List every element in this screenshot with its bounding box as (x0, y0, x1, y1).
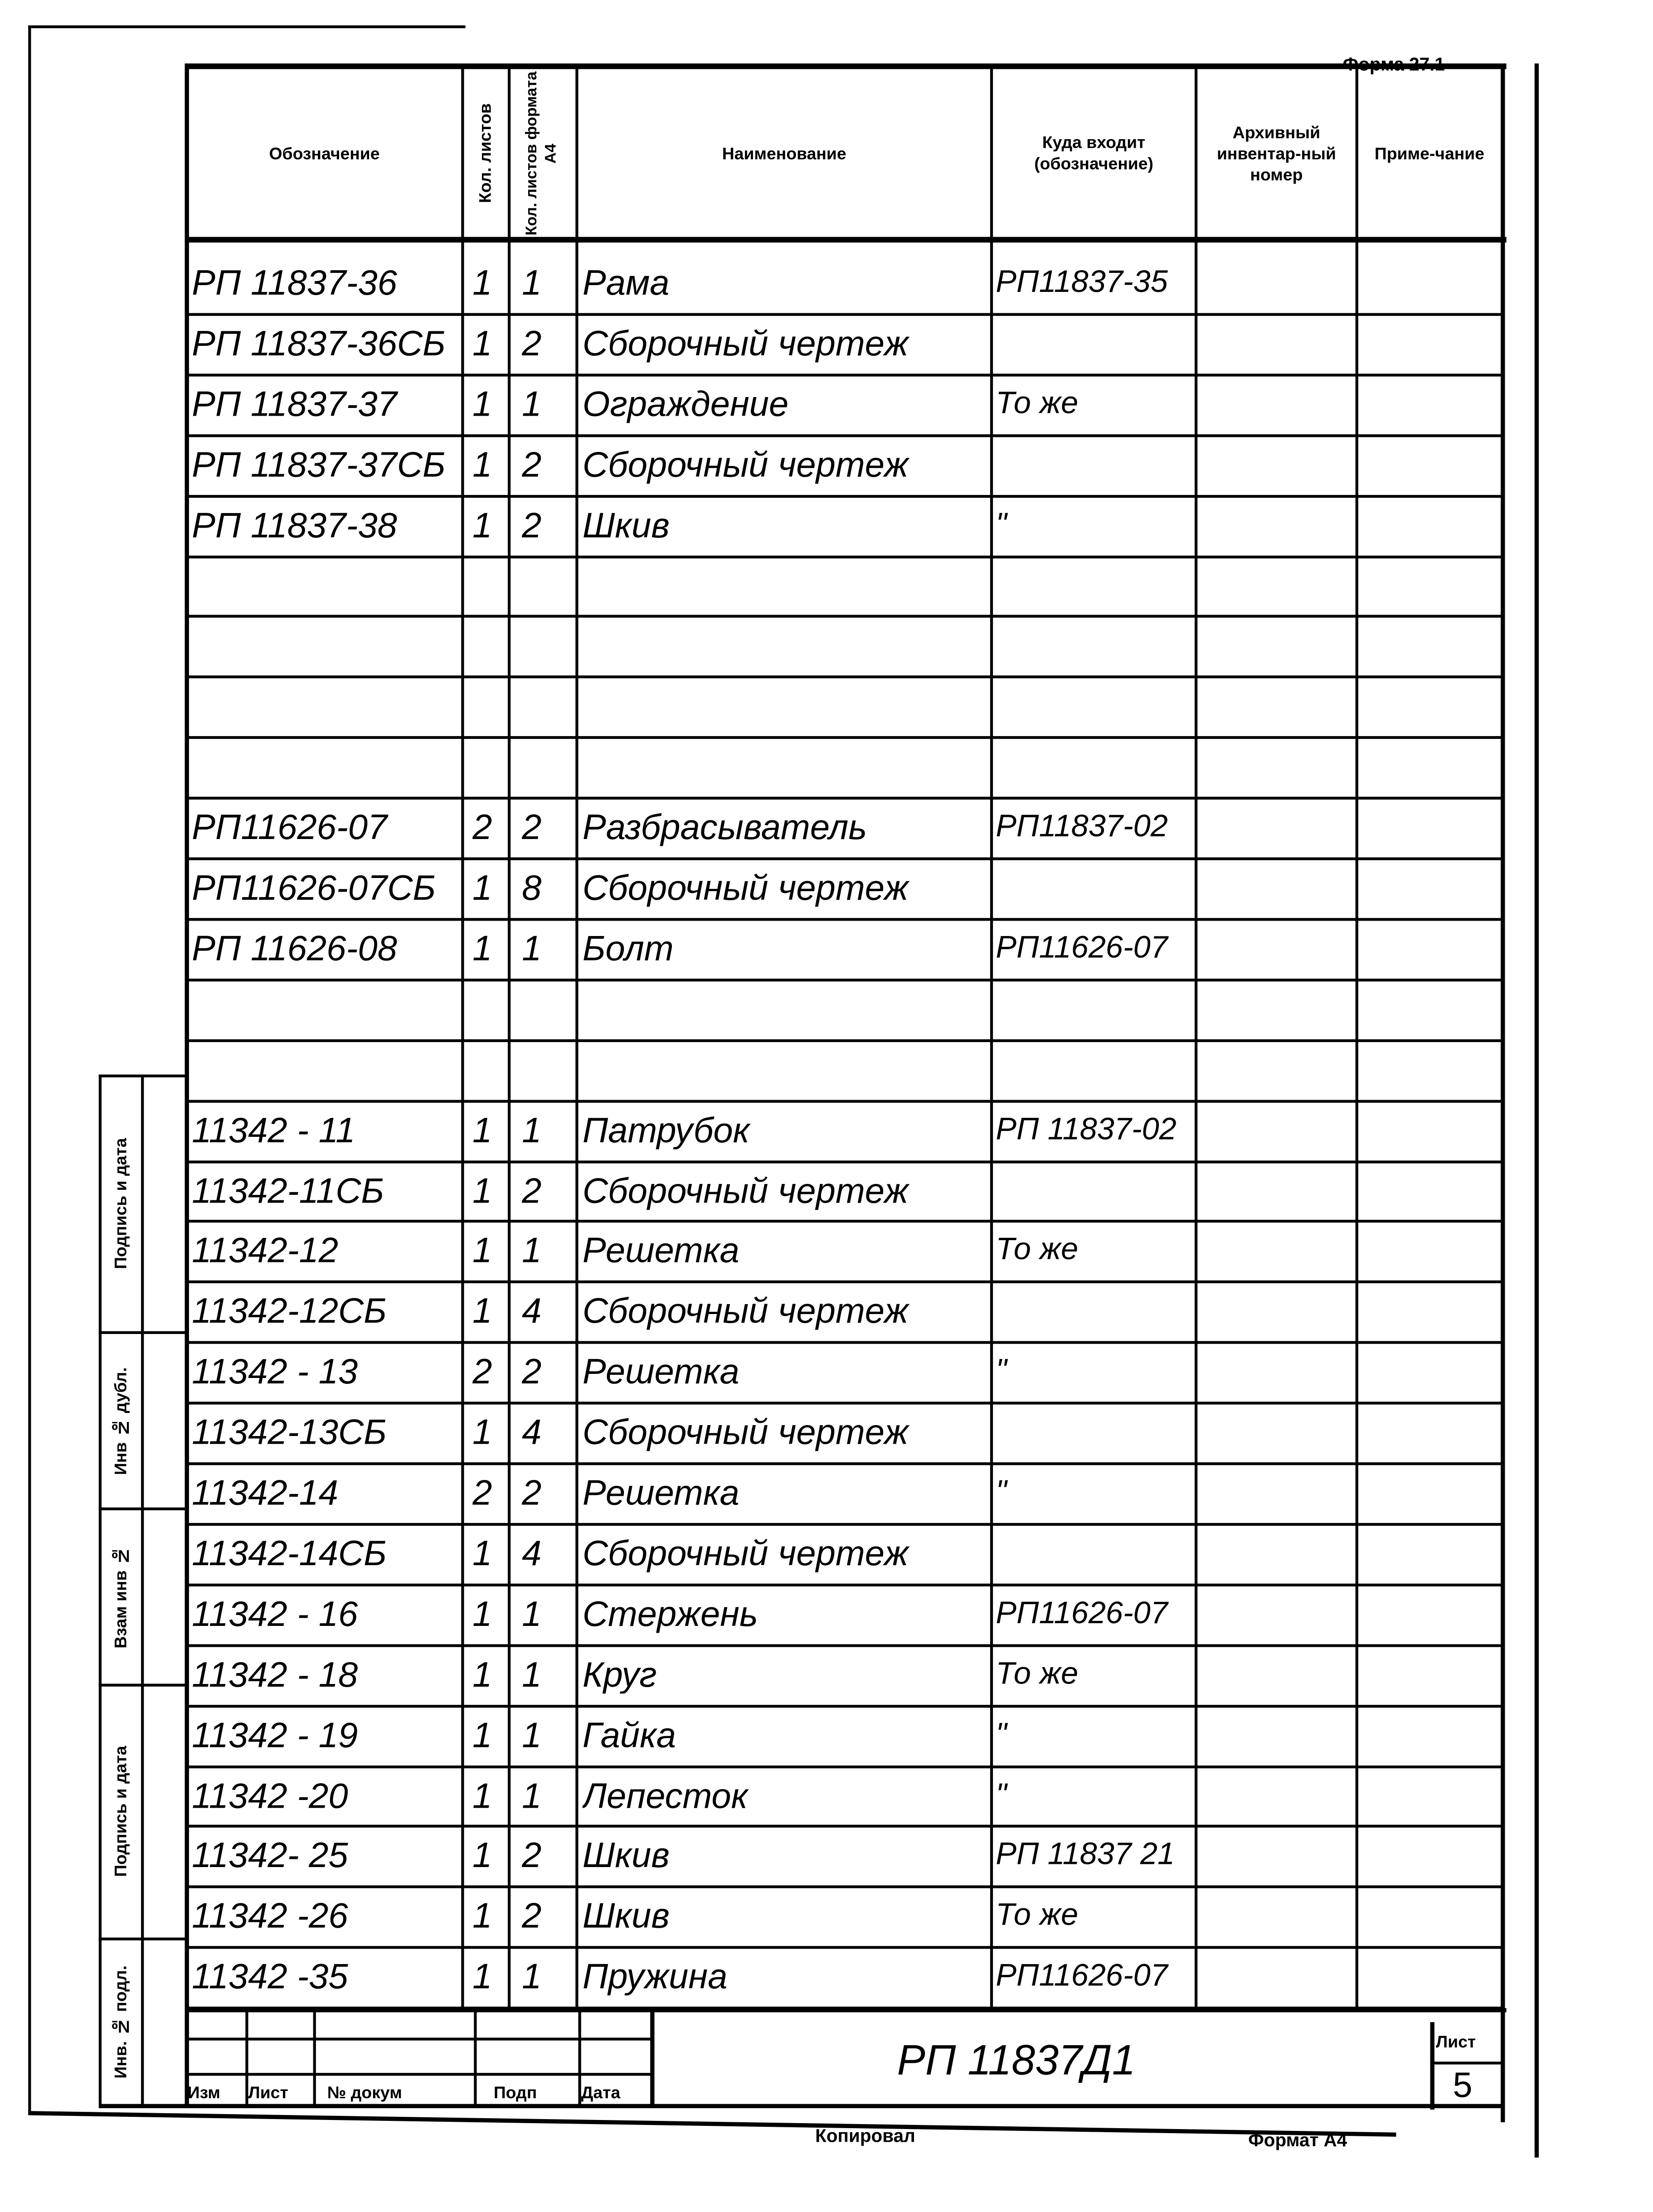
row-divider (188, 1160, 1504, 1163)
row-divider (188, 918, 1504, 921)
stamp-replaced-inv: Взам инв № (111, 1546, 131, 1649)
stamp-original-inv: Инв. № подл. (111, 1965, 131, 2079)
cell-name: Сборочный чертеж (582, 1537, 909, 1572)
cell-a4: 2 (522, 1476, 542, 1512)
cell-designation: РП 11837-38 (192, 508, 397, 544)
row-divider (188, 495, 1504, 497)
row-divider (188, 1281, 1504, 1284)
frame-right-line (1535, 63, 1539, 2158)
cell-designation: 11342-14СБ (192, 1537, 387, 1572)
cell-name: Сборочный чертеж (582, 871, 909, 907)
cell-sheets: 1 (472, 1960, 492, 1996)
header-where-used: Куда входит (обозначение) (1034, 132, 1153, 174)
col-divider (1195, 63, 1197, 2009)
cell-name: Сборочный чертеж (582, 1416, 909, 1451)
cell-where: РП11626-07 (996, 1597, 1168, 1629)
row-divider (188, 313, 1504, 315)
cell-a4: 2 (522, 1355, 542, 1391)
title-col-line (650, 2008, 654, 2107)
cell-where: РП11626-07 (996, 932, 1168, 963)
cell-a4: 2 (522, 448, 542, 484)
cell-sheets: 2 (472, 1355, 492, 1391)
header-note: Приме-чание (1374, 143, 1485, 163)
cell-sheets: 1 (472, 932, 492, 967)
cell-sheets: 1 (472, 1597, 492, 1633)
cell-where: " (996, 1779, 1007, 1810)
cell-sheets: 1 (472, 327, 492, 363)
cell-sheets: 1 (472, 1658, 492, 1693)
header-sheets-count: Кол. листов (475, 104, 495, 204)
row-divider (188, 616, 1504, 618)
cell-designation: 11342 -26 (192, 1900, 348, 1936)
cell-sheets: 1 (472, 1779, 492, 1814)
cell-name: Решетка (582, 1234, 739, 1270)
cell-where: То же (996, 1658, 1079, 1689)
cell-a4: 1 (522, 1234, 542, 1270)
cell-sheets: 1 (472, 387, 492, 423)
cell-sheets: 1 (472, 1900, 492, 1936)
stamp-sign-date: Подпись и дата (111, 1139, 131, 1270)
cell-designation: 11342 - 11 (192, 1113, 355, 1149)
table-left-border (185, 63, 189, 2108)
cell-name: Решетка (582, 1355, 739, 1391)
cell-sheets: 1 (472, 1537, 492, 1572)
cell-a4: 1 (522, 266, 542, 302)
cell-where: РП 11837 21 (996, 1839, 1175, 1871)
cell-designation: РП 11837-37СБ (192, 448, 446, 484)
cell-where: РП11626-07 (996, 1960, 1168, 1992)
cell-a4: 2 (522, 1839, 542, 1875)
cell-where: РП11837-35 (996, 266, 1168, 298)
cell-a4: 2 (522, 811, 542, 846)
col-divider (461, 63, 464, 2009)
cell-name: Стержень (582, 1597, 758, 1633)
col-divider (1356, 63, 1358, 2009)
cell-where: " (996, 1718, 1007, 1750)
title-bottom-border (99, 2104, 1504, 2108)
frame-bottom-line (28, 2111, 1396, 2137)
frame-top-line (28, 25, 465, 28)
cell-where: То же (996, 387, 1079, 419)
cell-sheets: 2 (472, 811, 492, 846)
cell-a4: 2 (522, 1174, 542, 1209)
header-name: Наименование (722, 143, 846, 163)
cell-name: Решетка (582, 1476, 739, 1512)
label-sign: Подп (493, 2082, 537, 2103)
cell-where: РП11837-02 (996, 811, 1168, 842)
cell-a4: 2 (522, 508, 542, 544)
cell-name: Пружина (582, 1960, 728, 1996)
sheet-number: 5 (1453, 2068, 1473, 2104)
cell-sheets: 1 (472, 1113, 492, 1149)
cell-sheets: 1 (472, 448, 492, 484)
cell-a4: 8 (522, 871, 542, 907)
cell-designation: РП 11837-36 (192, 266, 397, 302)
cell-a4: 4 (522, 1295, 542, 1330)
table-right-border (1501, 63, 1505, 2122)
cell-designation: 11342 - 19 (192, 1718, 358, 1754)
label-doc-no: № докум (327, 2082, 402, 2103)
cell-designation: РП11626-07 (192, 811, 388, 846)
col-divider (575, 63, 578, 2009)
cell-name: Круг (582, 1658, 657, 1693)
cell-designation: 11342- 25 (192, 1839, 348, 1875)
cell-where: " (996, 508, 1007, 540)
footer-copied: Копировал (815, 2125, 915, 2146)
cell-designation: 11342-12СБ (192, 1295, 387, 1330)
cell-where: РП 11837-02 (996, 1113, 1177, 1145)
row-divider (188, 1644, 1504, 1646)
row-divider (188, 797, 1504, 800)
header-bottom-border (188, 237, 1507, 243)
cell-a4: 1 (522, 1597, 542, 1633)
cell-sheets: 1 (472, 1295, 492, 1330)
table-top-border (188, 63, 1507, 69)
row-divider (188, 1099, 1504, 1102)
cell-designation: 11342-13СБ (192, 1416, 387, 1451)
cell-where: То же (996, 1900, 1079, 1931)
cell-sheets: 1 (472, 1174, 492, 1209)
stamp-dup-inv: Инв № дубл. (111, 1367, 131, 1475)
cell-a4: 1 (522, 932, 542, 967)
cell-designation: 11342-14 (192, 1476, 339, 1512)
title-row-line (1430, 2062, 1504, 2064)
title-row-line (188, 2037, 653, 2040)
label-izm: Изм (187, 2082, 220, 2103)
row-divider (188, 1946, 1504, 1949)
cell-a4: 1 (522, 1718, 542, 1754)
cell-a4: 1 (522, 1779, 542, 1814)
cell-name: Сборочный чертеж (582, 1295, 909, 1330)
cell-name: Гайка (582, 1718, 676, 1754)
cell-where: То же (996, 1234, 1079, 1266)
cell-a4: 2 (522, 327, 542, 363)
header-archive-number: Архивный инвентар-ный номер (1216, 122, 1336, 184)
col-divider (508, 63, 510, 2009)
cell-a4: 1 (522, 1113, 542, 1149)
cell-designation: РП11626-07СБ (192, 871, 436, 907)
cell-designation: 11342-12 (192, 1234, 339, 1270)
cell-sheets: 1 (472, 1718, 492, 1754)
row-divider (188, 1462, 1504, 1465)
label-list: Лист (248, 2082, 288, 2103)
cell-name: Сборочный чертеж (582, 327, 909, 363)
cell-name: Лепесток (582, 1779, 748, 1814)
cell-where: " (996, 1355, 1007, 1387)
cell-sheets: 1 (472, 266, 492, 302)
title-col-line (474, 2008, 476, 2107)
row-divider (188, 978, 1504, 981)
stamp-border (141, 1075, 144, 2104)
footer-format: Формат А4 (1248, 2129, 1347, 2151)
cell-designation: РП 11626-08 (192, 932, 397, 967)
cell-name: Шкив (582, 508, 670, 544)
cell-name: Патрубок (582, 1113, 750, 1149)
cell-name: Шкив (582, 1839, 670, 1875)
cell-designation: 11342 - 13 (192, 1355, 358, 1391)
header-designation: Обозначение (269, 143, 380, 163)
document-code: РП 11837Д1 (897, 2040, 1136, 2083)
cell-name: Сборочный чертеж (582, 448, 909, 484)
row-divider (188, 1523, 1504, 1526)
cell-name: Ограждение (582, 387, 789, 423)
cell-designation: 11342 - 16 (192, 1597, 358, 1633)
row-divider (188, 1583, 1504, 1586)
row-divider (188, 374, 1504, 376)
row-divider (188, 857, 1504, 860)
row-divider (188, 1825, 1504, 1828)
cell-designation: РП 11837-37 (192, 387, 397, 423)
row-divider (188, 1220, 1504, 1223)
title-top-border (188, 2008, 1507, 2012)
cell-designation: 11342 -35 (192, 1960, 348, 1996)
cell-sheets: 1 (472, 1234, 492, 1270)
cell-sheets: 1 (472, 1839, 492, 1875)
cell-designation: РП 11837-36СБ (192, 327, 446, 363)
row-divider (188, 676, 1504, 679)
cell-sheets: 2 (472, 1476, 492, 1512)
label-date: Дата (581, 2082, 621, 2103)
row-divider (188, 1341, 1504, 1344)
cell-a4: 2 (522, 1900, 542, 1936)
row-divider (188, 1886, 1504, 1888)
row-divider (188, 1402, 1504, 1405)
frame-left-line (28, 25, 31, 2112)
cell-a4: 1 (522, 1960, 542, 1996)
sheet-label: Лист (1435, 2032, 1476, 2052)
cell-designation: 11342 - 18 (192, 1658, 358, 1693)
cell-name: Рама (582, 266, 670, 302)
cell-a4: 4 (522, 1416, 542, 1451)
cell-sheets: 1 (472, 871, 492, 907)
title-row-line (188, 2073, 653, 2076)
header-sheets-a4: Кол. листов формата А4 (523, 72, 560, 236)
stamp-sign-date-2: Подпись и дата (111, 1746, 131, 1878)
cell-name: Шкив (582, 1900, 670, 1936)
cell-sheets: 1 (472, 1416, 492, 1451)
cell-a4: 1 (522, 387, 542, 423)
cell-name: Болт (582, 932, 674, 967)
row-divider (188, 1704, 1504, 1707)
title-col-line (1430, 2022, 1434, 2110)
cell-designation: 11342 -20 (192, 1779, 348, 1814)
row-divider (188, 1039, 1504, 1042)
row-divider (188, 555, 1504, 558)
title-col-line (313, 2008, 316, 2107)
cell-designation: 11342-11СБ (192, 1174, 384, 1209)
row-divider (188, 737, 1504, 739)
cell-sheets: 1 (472, 508, 492, 544)
cell-name: Сборочный чертеж (582, 1174, 909, 1209)
cell-a4: 4 (522, 1537, 542, 1572)
cell-where: " (996, 1476, 1007, 1508)
row-divider (188, 1765, 1504, 1767)
cell-name: Разбрасыватель (582, 811, 867, 846)
cell-a4: 1 (522, 1658, 542, 1693)
row-divider (188, 434, 1504, 437)
